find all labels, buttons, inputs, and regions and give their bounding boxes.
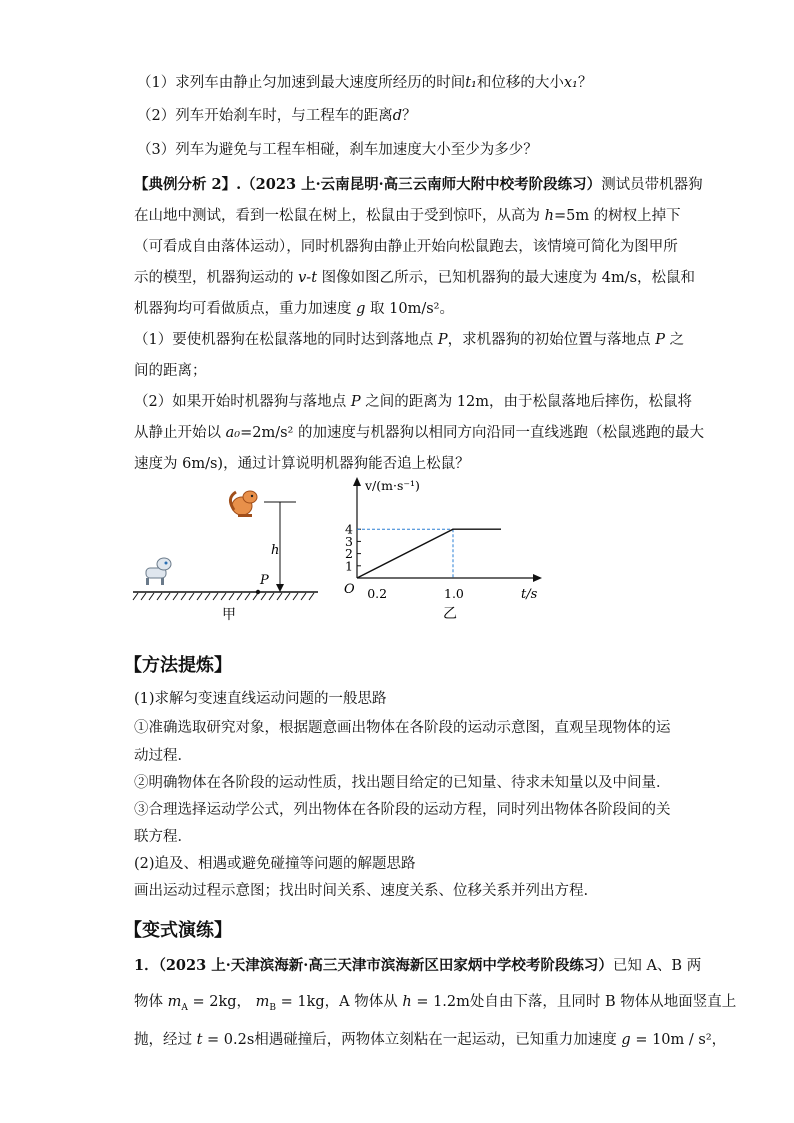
x-tick-label: 1.0 (444, 586, 464, 601)
y-tick-label: 2 (345, 546, 353, 562)
example-2-line-4: 示的模型，机器狗运动的 v-t 图像如图乙所示，已知机器狗的最大速度为 4m/s，松鼠和 (134, 270, 696, 286)
example-2-tag: 【典例分析 2】.（2023 上·云南昆明·高三云南师大附中校考阶段练习） (134, 176, 602, 193)
example-2-sub-2-c: 速度为 6m/s)，通过计算说明机器狗能否追上松鼠？ (134, 456, 470, 472)
example-2-sub-2-a: （2）如果开始时机器狗与落地点 P 之间的距离为 12m，由于松鼠落地后摔伤，松鼠将 (134, 394, 693, 410)
label-P: P (260, 573, 269, 588)
example-2-sub-1-a: （1）要使机器狗在松鼠落地的同时达到落地点 P，求机器狗的初始位置与落地点 P 之 (134, 332, 685, 348)
x-axis-label: t/s (521, 587, 538, 602)
label-h: h (271, 543, 280, 558)
example-2-sub-1-b: 间的距离； (134, 363, 207, 379)
method-step-2: ②明确物体在各阶段的运动性质，找出题目给定的已知量、待求未知量以及中间量． (134, 775, 671, 791)
example-2-line-5: 机器狗均可看做质点，重力加速度 g 取 10m/s²。 (134, 301, 454, 317)
velocity-series-line (357, 529, 501, 578)
example-2-line-2: 在山地中测试，看到一松鼠在树上，松鼠由于受到惊吓，从高为 h=5m 的树杈上掉下 (134, 208, 681, 224)
x-tick-label: 0.2 (367, 586, 388, 601)
question-1: （1）求列车由静止匀加速到最大速度所经历的时间t₁和位移的大小x₁？ (137, 75, 593, 91)
method-point-2-text: 画出运动过程示意图；找出时间关系、速度关系、位移关系并列出方程. (134, 883, 589, 899)
method-step-3-b: 联方程． (134, 829, 192, 845)
method-step-1-b: 动过程． (134, 748, 192, 764)
method-heading: 【方法提炼】 (124, 655, 232, 676)
practice-heading: 【变式演练】 (124, 920, 232, 941)
caption-jia: 甲 (222, 607, 236, 623)
method-step-3-a: ③合理选择运动学公式，列出物体在各阶段的运动方程，同时列出物体各阶段间的关 (134, 802, 671, 818)
example-2-line-1: 【典例分析 2】.（2023 上·云南昆明·高三云南师大附中校考阶段练习）测试员带机器狗 (134, 176, 703, 193)
question-2: （2）列车开始刹车时，与工程车的距离d？ (137, 108, 417, 124)
figure-yi-vt-chart (335, 472, 550, 627)
example-2-line-3: （可看成自由落体运动），同时机器狗由静止开始向松鼠跑去，该情境可简化为图甲所 (134, 239, 678, 255)
practice-question-line-3: 抛，经过 t = 0.2s相遇碰撞后，两物体立刻粘在一起运动，已知重力加速度 g = 10m / s²， (134, 1032, 727, 1048)
method-point-1: (1)求解匀变速直线运动问题的一般思路 (134, 691, 387, 707)
origin-label: O (344, 582, 355, 597)
y-axis-label: v/(m·s⁻¹) (365, 478, 420, 493)
figure-jia (130, 480, 330, 625)
y-tick-label: 4 (345, 521, 353, 537)
caption-yi: 乙 (443, 606, 457, 622)
point-P (256, 590, 260, 594)
method-step-1-a: ①准确选取研究对象，根据题意画出物体在各阶段的运动示意图，直观呈现物体的运 (134, 720, 671, 736)
practice-question-line-1: 1．（2023 上·天津滨海新·高三天津市滨海新区田家炳中学校考阶段练习）已知 A、B 两 (134, 957, 702, 974)
robot-dog-icon (146, 558, 171, 585)
practice-question-line-2: 物体 $m_A = 2kg$， $m_B = 1kg$，A 物体从 h = 1.2m处自由下落，且同时 B 物体从地面竖直上 (134, 994, 737, 1013)
question-3: （3）列车为避免与工程车相碰，刹车加速度大小至少为多少？ (137, 142, 538, 158)
y-tick-label: 3 (345, 533, 353, 549)
y-tick-label: 1 (345, 558, 353, 574)
method-point-2: (2)追及、相遇或避免碰撞等问题的解题思路 (134, 856, 416, 872)
squirrel-icon (230, 491, 257, 517)
example-2-sub-2-b: 从静止开始以 a₀=2m/s² 的加速度与机器狗以相同方向沿同一直线逃跑（松鼠逃跑的最大 (134, 425, 704, 441)
practice-question-tag: 1．（2023 上·天津滨海新·高三天津市滨海新区田家炳中学校考阶段练习） (134, 957, 613, 974)
